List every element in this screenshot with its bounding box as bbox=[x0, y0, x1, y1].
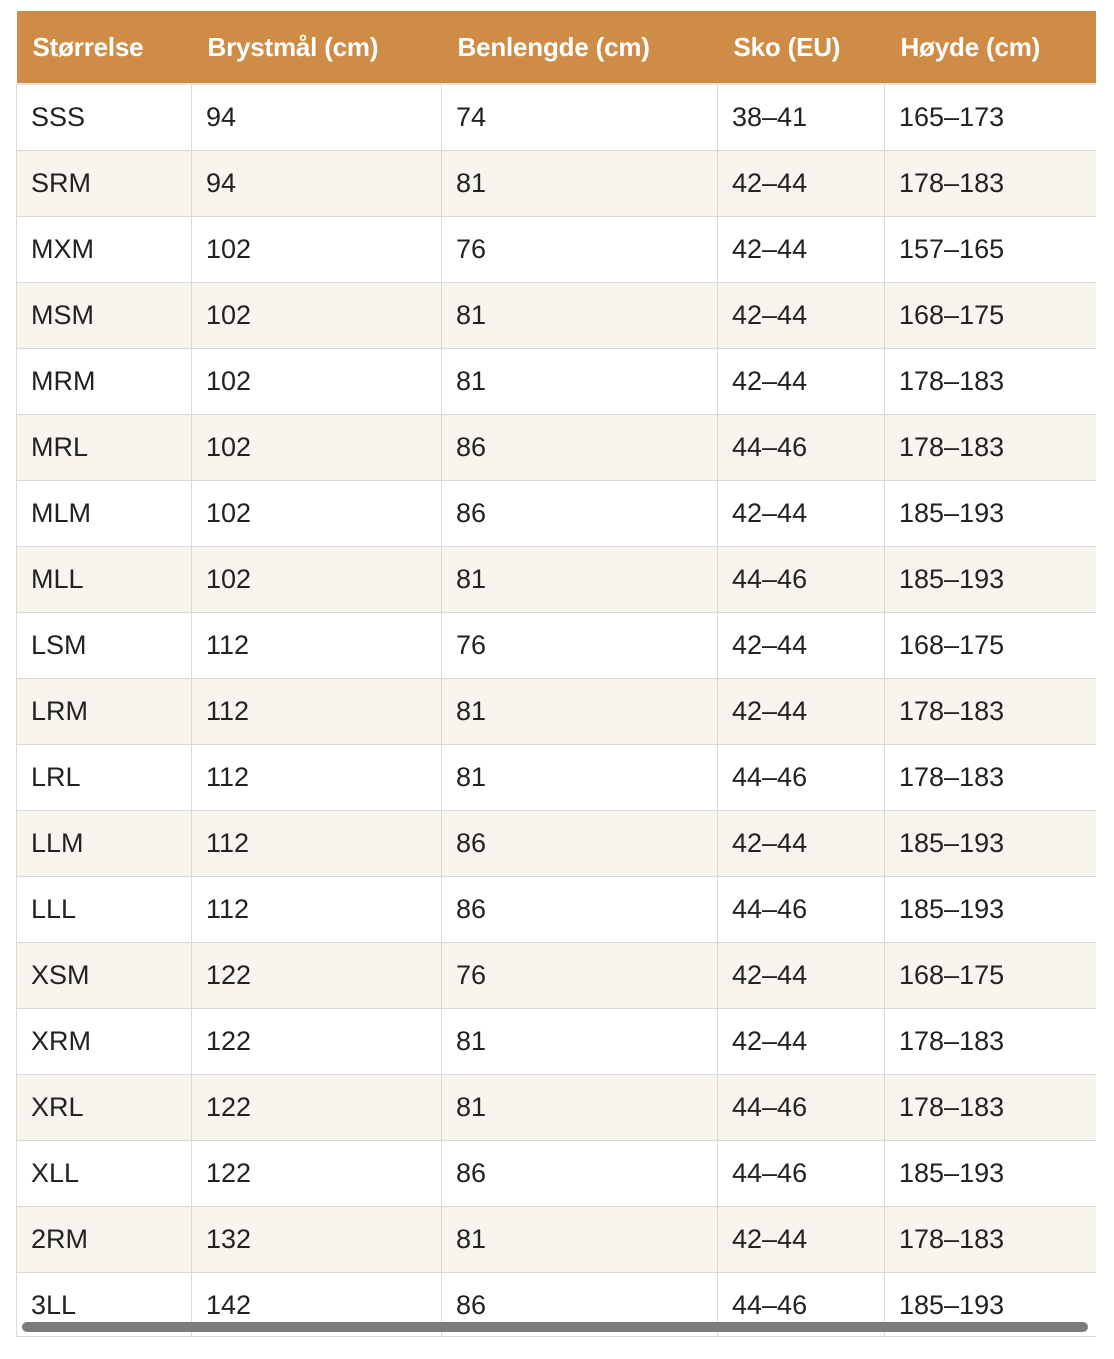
cell-inseam: 81 bbox=[442, 745, 718, 811]
header-inseam: Benlengde (cm) bbox=[442, 11, 718, 84]
cell-size: XSM bbox=[17, 943, 192, 1009]
cell-chest: 102 bbox=[192, 349, 442, 415]
table-row bbox=[17, 217, 1097, 283]
table-row bbox=[17, 745, 1097, 811]
cell-size: MRM bbox=[17, 349, 192, 415]
cell-inseam: 86 bbox=[442, 481, 718, 547]
header-chest: Brystmål (cm) bbox=[192, 11, 442, 84]
header-row bbox=[17, 11, 1097, 84]
cell-shoe: 42–44 bbox=[718, 679, 885, 745]
cell-height: 165–173 bbox=[885, 84, 1097, 151]
cell-height: 178–183 bbox=[885, 1075, 1097, 1141]
cell-height: 178–183 bbox=[885, 349, 1097, 415]
cell-chest: 94 bbox=[192, 151, 442, 217]
cell-chest: 122 bbox=[192, 943, 442, 1009]
cell-size: 3LL bbox=[17, 1273, 192, 1338]
cell-shoe: 44–46 bbox=[718, 1273, 885, 1338]
cell-shoe: 44–46 bbox=[718, 877, 885, 943]
cell-shoe: 44–46 bbox=[718, 745, 885, 811]
cell-shoe: 42–44 bbox=[718, 1009, 885, 1075]
table-row bbox=[17, 1075, 1097, 1141]
cell-inseam: 86 bbox=[442, 811, 718, 877]
cell-shoe: 42–44 bbox=[718, 151, 885, 217]
cell-chest: 112 bbox=[192, 811, 442, 877]
size-chart-container bbox=[16, 11, 1096, 1337]
header-height: Høyde (cm) bbox=[885, 11, 1097, 84]
table-body bbox=[17, 84, 1097, 1337]
table-row bbox=[17, 1009, 1097, 1075]
table-row bbox=[17, 84, 1097, 151]
cell-inseam: 81 bbox=[442, 1207, 718, 1273]
cell-size: LLL bbox=[17, 877, 192, 943]
cell-shoe: 42–44 bbox=[718, 811, 885, 877]
cell-size: XRL bbox=[17, 1075, 192, 1141]
table-row bbox=[17, 1141, 1097, 1207]
cell-height: 178–183 bbox=[885, 745, 1097, 811]
cell-chest: 142 bbox=[192, 1273, 442, 1338]
cell-height: 178–183 bbox=[885, 679, 1097, 745]
cell-shoe: 44–46 bbox=[718, 1075, 885, 1141]
cell-size: MRL bbox=[17, 415, 192, 481]
cell-shoe: 44–46 bbox=[718, 415, 885, 481]
cell-height: 157–165 bbox=[885, 217, 1097, 283]
table-bottom-border bbox=[16, 1336, 1096, 1337]
cell-inseam: 81 bbox=[442, 679, 718, 745]
cell-chest: 122 bbox=[192, 1075, 442, 1141]
cell-height: 178–183 bbox=[885, 151, 1097, 217]
cell-inseam: 81 bbox=[442, 151, 718, 217]
cell-height: 168–175 bbox=[885, 613, 1097, 679]
cell-inseam: 86 bbox=[442, 877, 718, 943]
table-row bbox=[17, 1207, 1097, 1273]
cell-size: LRM bbox=[17, 679, 192, 745]
cell-chest: 102 bbox=[192, 481, 442, 547]
table-row bbox=[17, 415, 1097, 481]
header-shoe: Sko (EU) bbox=[718, 11, 885, 84]
cell-size: LLM bbox=[17, 811, 192, 877]
cell-size: XRM bbox=[17, 1009, 192, 1075]
table-row bbox=[17, 481, 1097, 547]
cell-size: MSM bbox=[17, 283, 192, 349]
size-chart-table bbox=[16, 11, 1096, 1337]
table-row bbox=[17, 151, 1097, 217]
cell-inseam: 76 bbox=[442, 613, 718, 679]
cell-shoe: 42–44 bbox=[718, 613, 885, 679]
cell-size: SRM bbox=[17, 151, 192, 217]
cell-inseam: 81 bbox=[442, 349, 718, 415]
cell-shoe: 42–44 bbox=[718, 217, 885, 283]
cell-height: 185–193 bbox=[885, 481, 1097, 547]
cell-chest: 122 bbox=[192, 1009, 442, 1075]
cell-chest: 112 bbox=[192, 613, 442, 679]
cell-height: 178–183 bbox=[885, 1207, 1097, 1273]
cell-shoe: 44–46 bbox=[718, 1141, 885, 1207]
cell-height: 168–175 bbox=[885, 943, 1097, 1009]
cell-shoe: 38–41 bbox=[718, 84, 885, 151]
cell-chest: 102 bbox=[192, 217, 442, 283]
cell-inseam: 86 bbox=[442, 415, 718, 481]
cell-chest: 94 bbox=[192, 84, 442, 151]
cell-size: MLM bbox=[17, 481, 192, 547]
cell-shoe: 44–46 bbox=[718, 547, 885, 613]
cell-size: SSS bbox=[17, 84, 192, 151]
table-row bbox=[17, 811, 1097, 877]
cell-height: 185–193 bbox=[885, 877, 1097, 943]
cell-chest: 102 bbox=[192, 547, 442, 613]
cell-shoe: 42–44 bbox=[718, 283, 885, 349]
cell-size: MLL bbox=[17, 547, 192, 613]
cell-size: LSM bbox=[17, 613, 192, 679]
table-row bbox=[17, 283, 1097, 349]
cell-chest: 132 bbox=[192, 1207, 442, 1273]
cell-size: XLL bbox=[17, 1141, 192, 1207]
cell-height: 185–193 bbox=[885, 1273, 1097, 1338]
cell-chest: 102 bbox=[192, 415, 442, 481]
cell-size: LRL bbox=[17, 745, 192, 811]
cell-shoe: 42–44 bbox=[718, 481, 885, 547]
table-row bbox=[17, 547, 1097, 613]
cell-chest: 112 bbox=[192, 679, 442, 745]
cell-height: 185–193 bbox=[885, 811, 1097, 877]
cell-height: 185–193 bbox=[885, 1141, 1097, 1207]
cell-height: 178–183 bbox=[885, 415, 1097, 481]
cell-chest: 102 bbox=[192, 283, 442, 349]
cell-inseam: 81 bbox=[442, 1009, 718, 1075]
header-size: Størrelse bbox=[17, 11, 192, 84]
cell-shoe: 42–44 bbox=[718, 349, 885, 415]
cell-inseam: 86 bbox=[442, 1273, 718, 1338]
cell-size: 2RM bbox=[17, 1207, 192, 1273]
cell-chest: 112 bbox=[192, 745, 442, 811]
cell-inseam: 86 bbox=[442, 1141, 718, 1207]
cell-height: 185–193 bbox=[885, 547, 1097, 613]
cell-chest: 112 bbox=[192, 877, 442, 943]
cell-shoe: 42–44 bbox=[718, 943, 885, 1009]
table-row bbox=[17, 349, 1097, 415]
cell-height: 178–183 bbox=[885, 1009, 1097, 1075]
horizontal-scrollbar[interactable] bbox=[22, 1322, 1088, 1332]
cell-inseam: 81 bbox=[442, 283, 718, 349]
cell-size: MXM bbox=[17, 217, 192, 283]
table-row bbox=[17, 679, 1097, 745]
cell-inseam: 76 bbox=[442, 217, 718, 283]
table-header bbox=[17, 11, 1097, 84]
cell-inseam: 74 bbox=[442, 84, 718, 151]
cell-inseam: 81 bbox=[442, 547, 718, 613]
table-row bbox=[17, 943, 1097, 1009]
cell-height: 168–175 bbox=[885, 283, 1097, 349]
cell-inseam: 81 bbox=[442, 1075, 718, 1141]
table-row bbox=[17, 877, 1097, 943]
cell-shoe: 42–44 bbox=[718, 1207, 885, 1273]
table-row bbox=[17, 613, 1097, 679]
cell-inseam: 76 bbox=[442, 943, 718, 1009]
cell-chest: 122 bbox=[192, 1141, 442, 1207]
